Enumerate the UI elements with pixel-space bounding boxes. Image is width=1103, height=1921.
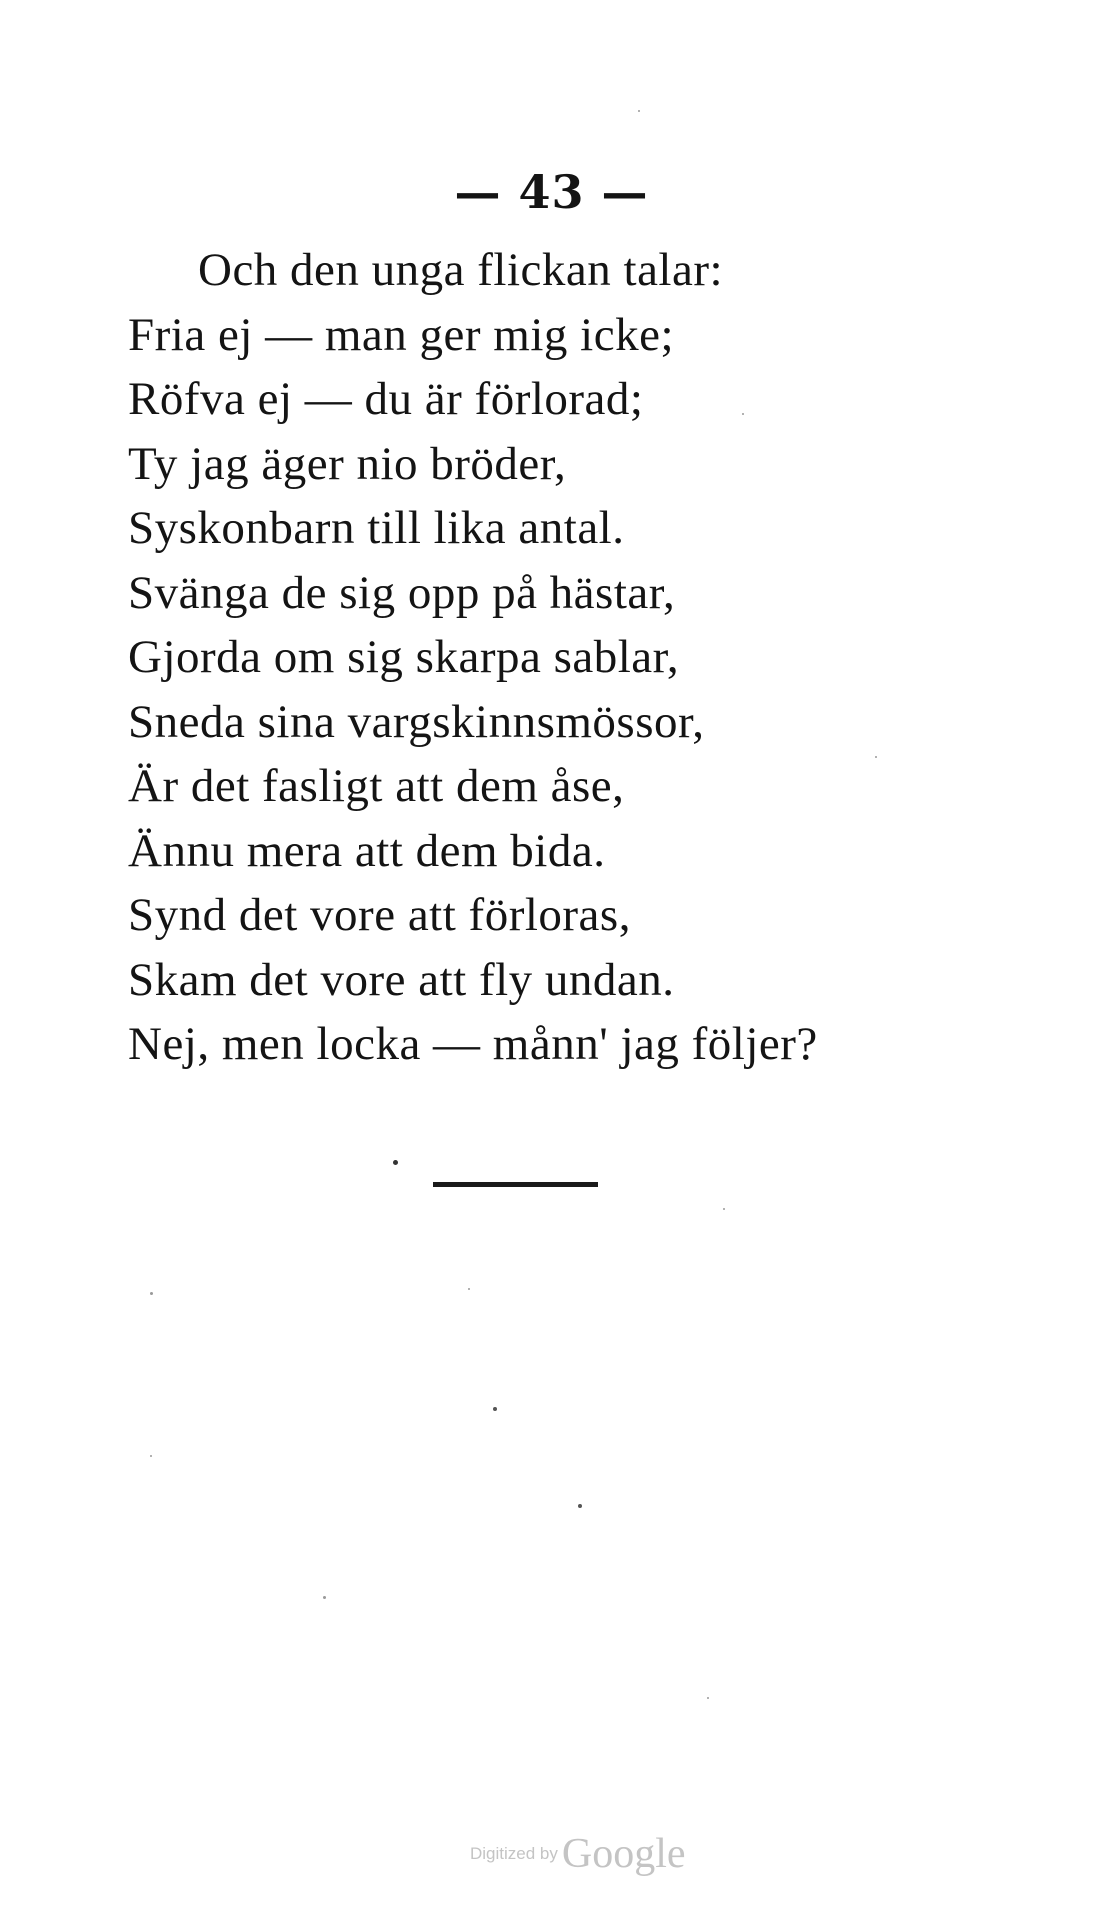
poem-line: Nej, men locka — månn' jag följer? bbox=[128, 1018, 818, 1070]
poem-text bbox=[128, 238, 1028, 1077]
scan-speck bbox=[393, 1160, 398, 1165]
scan-speck bbox=[493, 1407, 497, 1411]
scan-speck bbox=[323, 1596, 326, 1599]
scan-speck bbox=[723, 1208, 725, 1210]
digitized-by-google-watermark bbox=[470, 1830, 700, 1880]
poem-line: Gjorda om sig skarpa sablar, bbox=[128, 631, 680, 683]
page-number: — 43 — bbox=[454, 165, 649, 219]
poem-line: Synd det vore att förloras, bbox=[128, 889, 631, 941]
poem-line: Ännu mera att dem bida. bbox=[128, 824, 606, 877]
digitized-by-label: Digitized by bbox=[470, 1844, 558, 1863]
scan-speck bbox=[468, 1288, 470, 1290]
poem-line: Sneda sina vargskinnsmössor, bbox=[128, 695, 705, 748]
poem-line: Ty jag äger nio bröder, bbox=[128, 437, 567, 490]
scan-speck bbox=[150, 1292, 153, 1295]
google-logo: Google bbox=[561, 1831, 686, 1877]
poem-line: Syskonbarn till lika antal. bbox=[128, 502, 625, 554]
poem-line: Är det fasligt att dem åse, bbox=[128, 760, 625, 812]
section-divider bbox=[433, 1182, 598, 1187]
scan-speck bbox=[150, 1455, 152, 1457]
poem-line: Röfva ej — du är förlorad; bbox=[128, 373, 644, 425]
scan-speck bbox=[875, 756, 877, 758]
poem-line: Svänga de sig opp på hästar, bbox=[128, 566, 676, 619]
poem-line: Skam det vore att fly undan. bbox=[128, 953, 675, 1006]
poem-line: Och den unga flickan talar: bbox=[198, 244, 724, 296]
scan-speck bbox=[638, 110, 640, 112]
scan-speck bbox=[707, 1697, 709, 1699]
poem-line: Fria ej — man ger mig icke; bbox=[128, 308, 675, 361]
scan-speck bbox=[742, 413, 744, 415]
scan-speck bbox=[578, 1504, 582, 1508]
